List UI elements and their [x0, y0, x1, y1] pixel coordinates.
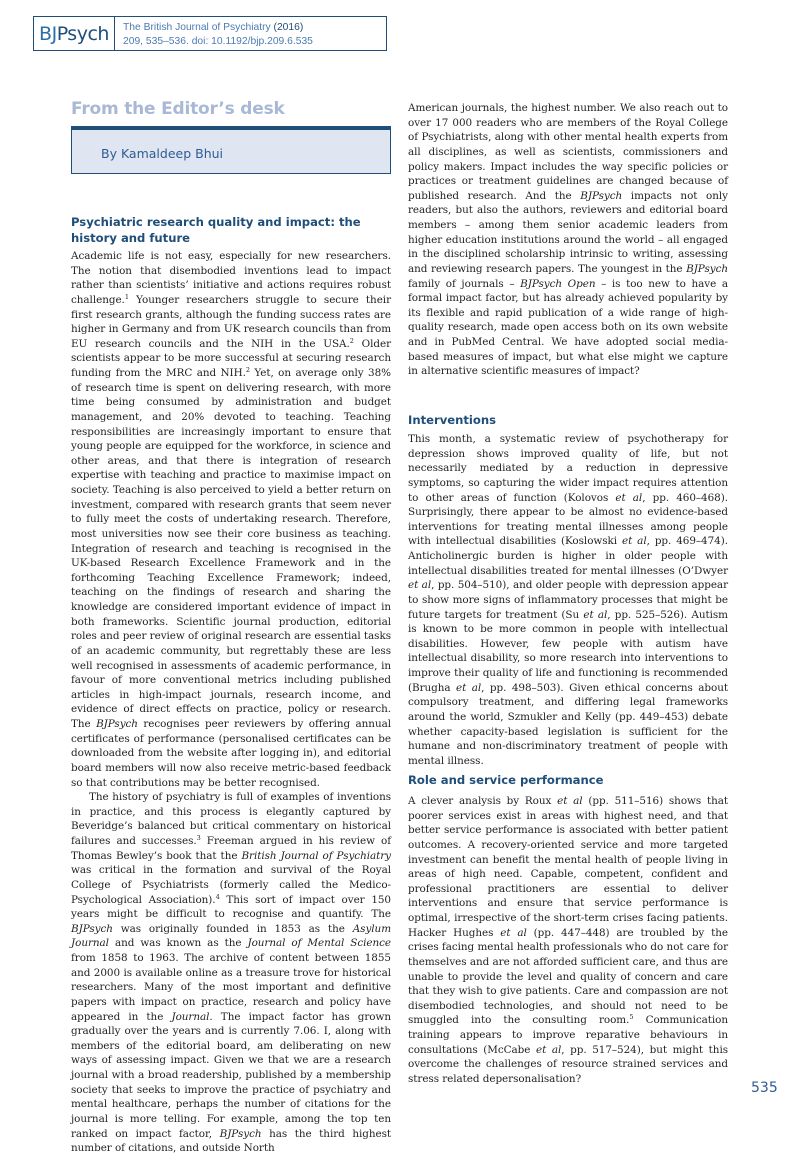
paragraph: The history of psychiatry is full of examples of inventions in practice, and this process is elegantly captured by Beveridge’s balanced but critical commentary on historical failures and successes.$^3$ Freeman argued in his review of Thomas Bewley’s book that the British Journal of Psychiatry was critical in the formation and survival of the Royal College of Psychiatrists (formerly called the Medico-Psychological Association).$^4$ This sort of impact over 150 years might be difficult to recognise and quantify. The BJPsych was originally founded in 1853 as the Asylum Journal and was known as the Journal of Mental Science from 1858 to 1963. The archive of content between 1855 and 2000 is available online as a treasure trove for historical researchers. Many of the most important and definitive papers with impact on practice, research and policy have appeared in the Journal. The impact factor has grown gradually over the years and is currently 7.06. I, along with members of the editorial board, am deliberating on new ways of assessing impact. Given we that we are a research journal with a broad readership, published by a membership society that seeks to improve the practice of psychiatry and mental healthcare, perhaps the number of citations for the journal is more telling. For example, among the top ten ranked on impact factor, BJPsych has the third highest number of citations, and outside North: [71, 791, 391, 1155]
paragraph: American journals, the highest number. We also reach out to over 17 000 readers who are members of the Royal College of Psychiatrists, along with other mental health experts from all disciplines, as well as scientists, commissioners and policy makers. Impact includes the way specific policies or practices or treatment guidelines are changed because of published research. And the BJPsych impacts not only readers, but also the authors, reviewers and editorial board members – among them senior academic leaders from higher education institutions around the world – all engaged in the disciplined scholarship intrinsic to writing, assessing and reviewing research papers. The youngest in the BJPsych family of journals – BJPsych Open – is too new to have a formal impact factor, but has already achieved popularity by its flexible and rapid publication of a wide range of high-quality research, made open access both on its own website and in PubMed Central. We have adopted social media-based measures of impact, but what else might we capture in alternative scientific measures of impact?: [408, 102, 728, 378]
reference-mark[interactable]: 2: [349, 336, 354, 345]
reference-mark[interactable]: 3: [196, 834, 201, 842]
bjpsych-logo: BJ Psych: [34, 17, 115, 50]
paragraph: Academic life is not easy, especially for new researchers. The notion that disembodied inventions lead to impact rather than scientists’ initiative and actions requires robust challenge.$^1$ Younger researchers struggle to secure their first research grants, although the funding success rates are higher in Germany and from UK research councils than from EU research councils and the NIH in the USA.$^2$ Older scientists appear to be more successful at securing research funding from the MRC and NIH.$^2$ Yet, on average only 38% of research time is spent on delivering research, with more time being consumed by administration and budget management, and 20% devoted to teaching. Teaching responsibilities are increasingly important to ensure that young people are equipped for the workforce, in science and other areas, and that there is integration of research expertise with teaching and practice to maximise impact on society. Teaching is also perceived to yield a better return on investment, compared with research grants that seem never to fully meet the costs of undertaking research. Therefore, most universities now see their core business as teaching. Integration of research and teaching is recognised in the UK-based Research Excellence Framework and in the forthcoming Teaching Excellence Framework; indeed, teaching on the findings of research and sharing the knowledge are considered important evidence of impact in both frameworks. Scientific journal production, editorial roles and peer review of original research are essential tasks of an academic community, but regrettably these are less well recognised in assessments of academic performance, in favour of more conventional metrics including published articles in high-impact journals, research income, and evidence of direct effects on practice, policy or research. The BJPsych recognises peer reviewers by offering annual certificates of performance (personalised certificates can be downloaded from the website after logging in), and editorial board members will now also receive metric-based feedback so that contributions may be better recognised.: [71, 250, 392, 789]
interventions-body: [408, 432, 728, 768]
heading-research-quality: Psychiatric research quality and impact: the history and future: [71, 215, 361, 245]
journal-citation: [115, 17, 313, 50]
left-column-body: [71, 249, 391, 1156]
reference-mark[interactable]: 5: [629, 1013, 634, 1022]
reference-mark[interactable]: 2: [245, 366, 250, 374]
role-performance-body: [408, 794, 728, 1087]
paragraph: This month, a systematic review of psychotherapy for depression shows improved quality of life, but not necessarily mediated by a reduction in depressive symptoms, so capturing the wider impact requires attention to other areas of function (Kolovos et al, pp. 460–468). Surprisingly, there appear to be almost no evidence-based interventions for treating mental illnesses among people with intellectual disabilities (Koslowski et al, pp. 469–474). Anticholinergic burden is higher in older people with intellectual disabilities treated for mental illnesses (O’Dwyer et al, pp. 504–510), and older people with depression appear to show more signs of inflammatory processes that might be future targets for treatment (Su et al, pp. 525–526). Autism is known to be more common in people with intellectual disabilities. However, few people with autism have intellectual disability, so more research into interventions to improve their quality of life and functioning is recommended (Brugha et al, pp. 498–503). Given ethical concerns about compulsory treatment, and differing legal frameworks around the world, Szmukler and Kelly (pp. 449–453) debate whether capacity-based legislation is sufficient for the humane and non-discriminatory treatment of people with mental illness.: [408, 433, 729, 767]
page-number: 535: [751, 1080, 778, 1096]
volume-doi: 209, 535–536. doi: 10.1192/bjp.209.6.535: [123, 36, 313, 47]
heading-role-service-performance: Role and service performance: [408, 773, 604, 787]
journal-year: (2016): [273, 22, 304, 33]
reference-mark[interactable]: 1: [124, 292, 129, 301]
journal-name: The British Journal of Psychiatry: [123, 22, 271, 33]
right-column-continuation: [408, 101, 728, 379]
byline-box: [71, 126, 391, 174]
journal-header: [33, 16, 387, 51]
reference-mark[interactable]: 4: [215, 892, 220, 901]
heading-interventions: Interventions: [408, 413, 497, 427]
author-byline: By Kamaldeep Bhui: [101, 146, 224, 161]
paragraph: A clever analysis by Roux et al (pp. 511–516) shows that poorer services exist in areas with highest need, and that better service performance is associated with better patient outcomes. A recovery-oriented service and more targeted investment can benefit the mental health of people living in areas of high need. Capable, competent, confident and professional practitioners are essential to deliver interventions and ensure that service performance is optimal, irrespective of the short-term crises facing patients. Hacker Hughes et al (pp. 447–448) are troubled by the crises facing mental health professionals who do not care for themselves and are not afforded sufficient care, and thus are unable to provide the level and quality of concern and care that they wish to give patients. Care and compassion are not disembodied technologies, and should not need to be smuggled into the consulting room.$^5$ Communication training appears to improve reparative behaviours in consultations (McCabe et al, pp. 517–524), but might this overcome the challenges of resource strained services and stress related depersonalisation?: [408, 795, 729, 1085]
section-title: From the Editor’s desk: [71, 99, 285, 119]
